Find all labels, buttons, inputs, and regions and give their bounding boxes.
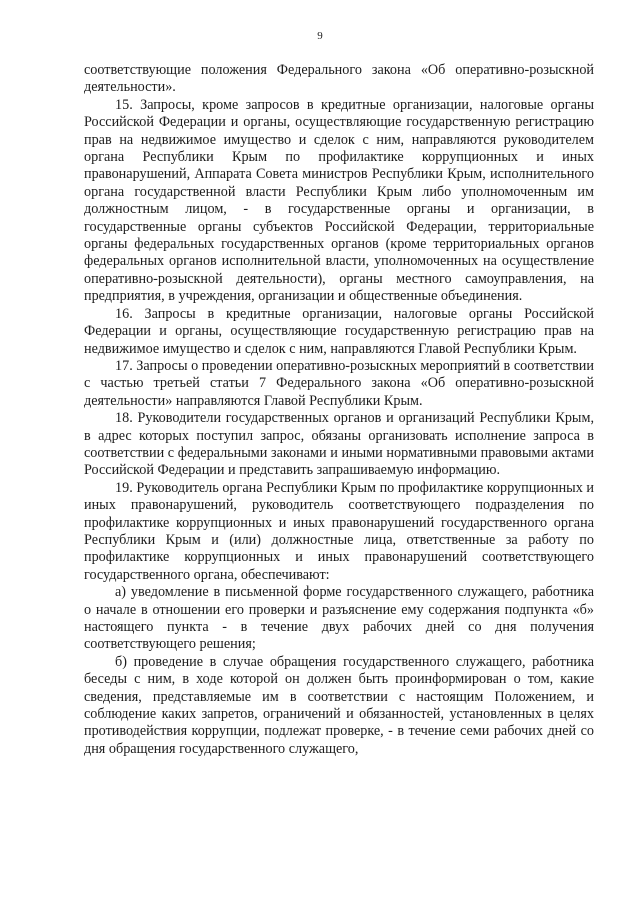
paragraph-item-19: 19. Руководитель органа Республики Крым по профилактике коррупционных и иных правонарушений, руководитель соответствующего подразделения по профилактике коррупционных и иных правонарушений государственного органа Республики Крым и (или) должностные лица, ответственные за работу по профилактике коррупционных и иных правонарушений соответствующего государственного органа, обеспечивают: [84,479,594,583]
paragraph-subitem-a: а) уведомление в письменной форме государственного служащего, работника о начале в отношении его проверки и разъяснение ему содержания подпункта «б» настоящего пункта - в течение двух рабочих дней со дня получения соответствующего решения; [84,584,594,653]
paragraph-item-15: 15. Запросы, кроме запросов в кредитные организации, налоговые органы Российской Федерации и органы, осуществляющие государственную регистрацию прав на недвижимое имущество и сделок с ним, направляются руководителем органа Республики Крым по профилактике коррупционных и иных правонарушений, Аппарата Совета министров Республики Крым, исполнительного органа государственной власти Республики Крым либо уполномоченным им должностным лицом, - в государственные органы и организации, в государственные органы субъектов Российской Федерации, территориальные органы федеральных государственных органов (кроме территориальных органов федеральных органов исполнительной власти, уполномоченных на осуществление оперативно-розыскной деятельности), органы местного самоуправления, на предприятия, в учреждения, организации и общественные объединения. [84,96,594,305]
paragraph-item-17: 17. Запросы о проведении оперативно-розыскных мероприятий в соответствии с частью третьей статьи 7 Федерального закона «Об оперативно-розыскной деятельности» направляются Главой Республики Крым. [84,357,594,409]
document-body [84,62,594,758]
page-number: 9 [317,30,323,42]
paragraph-item-16: 16. Запросы в кредитные организации, налоговые органы Российской Федерации и органы, осуществляющие государственную регистрацию прав на недвижимое имущество и сделок с ним, направляются Главой Республики Крым. [84,305,594,357]
paragraph-item-18: 18. Руководители государственных органов и организаций Республики Крым, в адрес которых поступил запрос, обязаны организовать исполнение запроса в соответствии с федеральными законами и иными нормативными правовыми актами Российской Федерации и представить запрашиваемую информацию. [84,410,594,479]
paragraph-continuation: соответствующие положения Федерального закона «Об оперативно-розыскной деятельности». [84,62,594,96]
paragraph-subitem-b: б) проведение в случае обращения государственного служащего, работника беседы с ним, в ходе которой он должен быть проинформирован о том, какие сведения, представляемые им в соответствии с настоящим Положением, и соблюдение каких запретов, ограничений и обязанностей, установленных в целях противодействия коррупции, подлежат проверке, - в течение семи рабочих дней со дня обращения государственного служащего, [84,653,594,757]
